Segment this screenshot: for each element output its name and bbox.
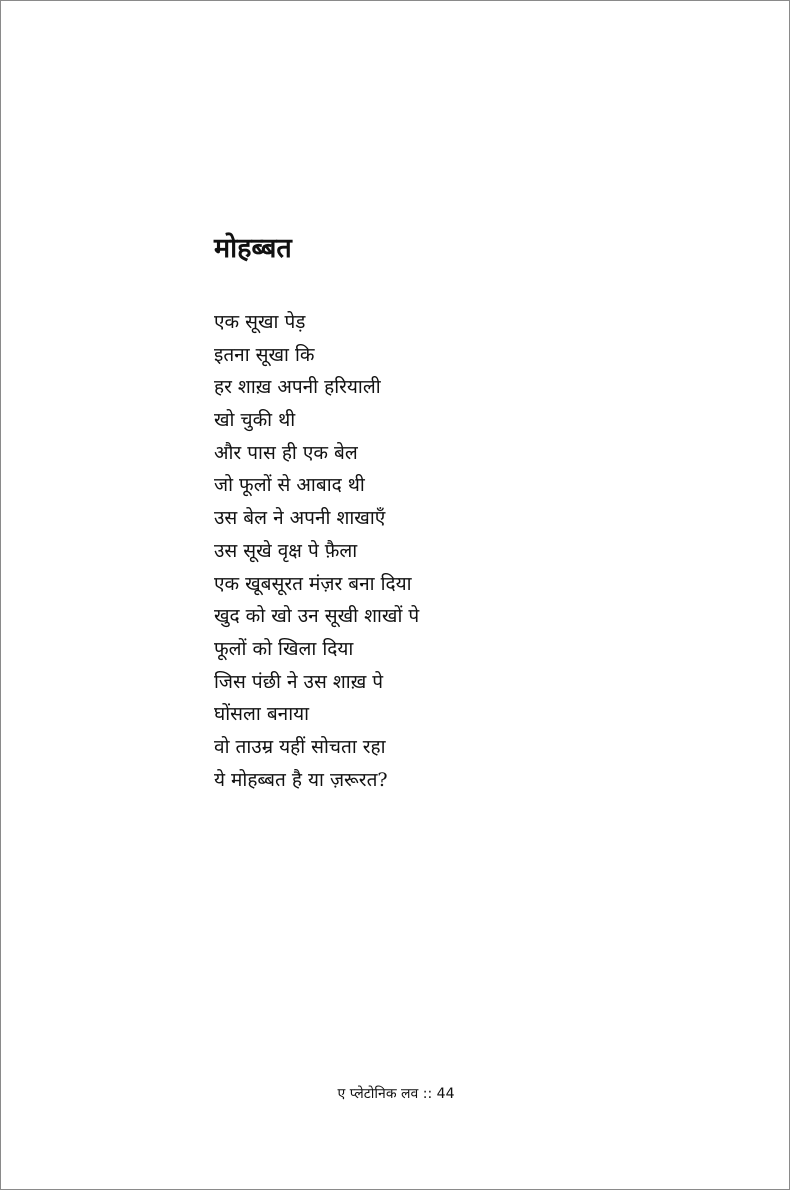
poem-line: वो ताउम्र यहीं सोचता रहा (214, 735, 386, 758)
footer-book-title: ए प्लेटोनिक लव (337, 1086, 419, 1102)
poem-line: ये मोहब्बत है या ज़रूरत? (214, 768, 388, 791)
poem-line: फूलों को खिला दिया (214, 637, 354, 660)
poem-line: उस सूखे वृक्ष पे फ़ैला (214, 539, 358, 562)
poem-line: जिस पंछी ने उस शाख़ पे (214, 670, 384, 693)
poem-line: इतना सूखा कि (214, 343, 315, 366)
poem-line: खो चुकी थी (214, 409, 296, 432)
page-number: 44 (436, 1086, 455, 1102)
poem-line: और पास ही एक बेल (214, 441, 358, 464)
poem-line: जो फूलों से आबाद थी (214, 474, 365, 497)
poem-line: खुद को खो उन सूखी शाखों पे (214, 605, 420, 628)
poem-title: मोहब्बत (214, 233, 292, 264)
footer-separator: :: (422, 1086, 433, 1102)
poem-line: एक खूबसूरत मंज़र बना दिया (214, 572, 412, 595)
poem-line: घोंसला बनाया (214, 703, 310, 726)
poem-line: हर शाख़ अपनी हरियाली (214, 376, 381, 399)
page-footer (1, 1084, 790, 1103)
poem-body (214, 306, 419, 796)
poem-line: एक सूखा पेड़ (214, 311, 306, 333)
poem-line: उस बेल ने अपनी शाखाएँ (214, 507, 386, 530)
